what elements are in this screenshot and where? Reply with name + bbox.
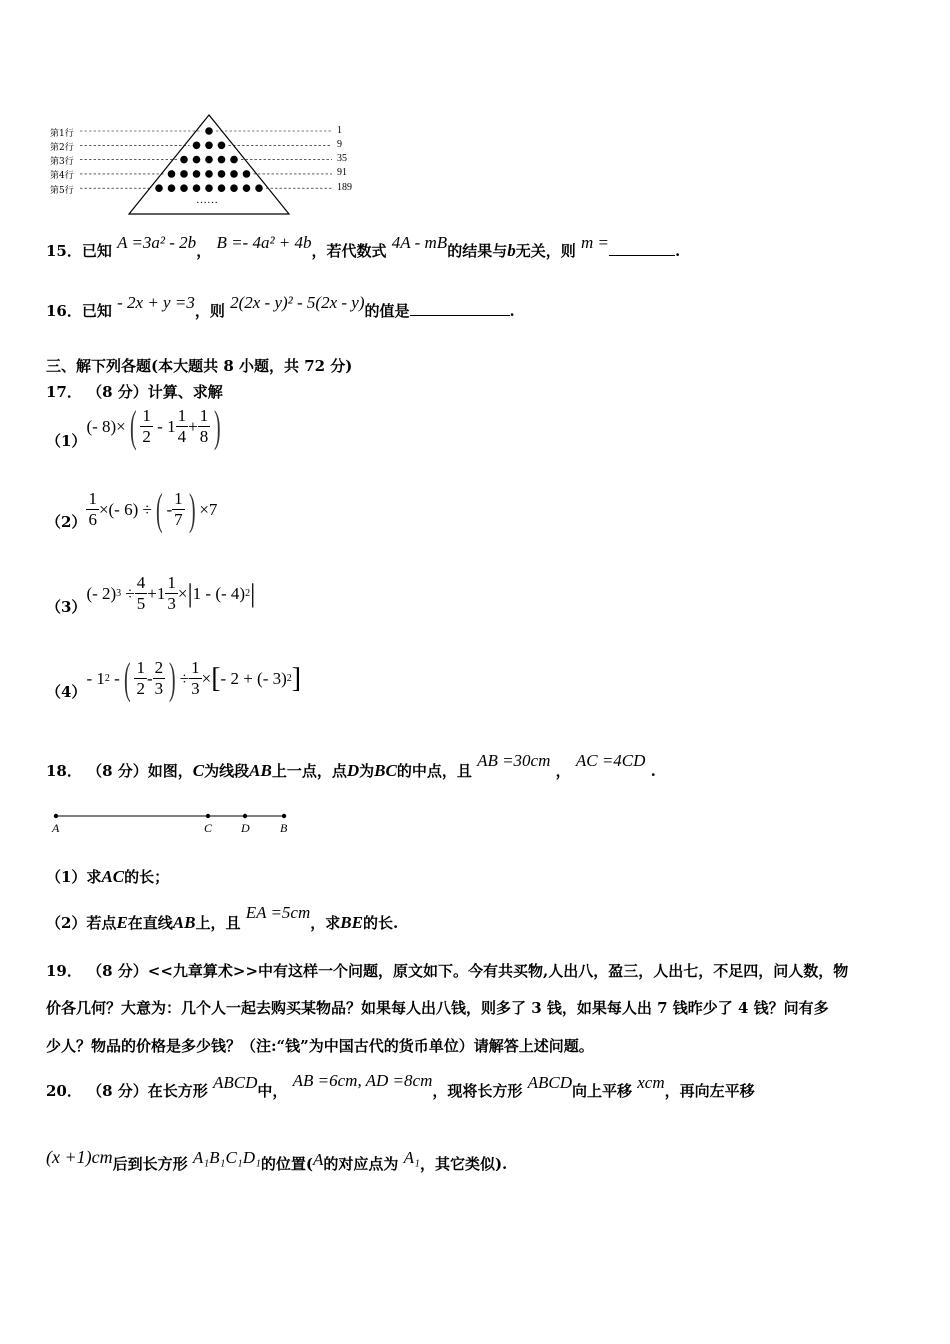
q18-eq-ab: AB =30cm [477,751,551,770]
triangle-dot [155,184,163,192]
q15-text-3: 的结果与 [447,242,508,260]
q15-m-equals: m = [580,233,609,252]
q17-part-1-expression: (- 8)× ( $\frac{1}{2}$ - 1 $\frac{1}{4}$ + $\frac{1}{8}$ ) [86,401,221,451]
triangle-dot [243,170,251,178]
row-label-3: 第3行 [50,157,74,167]
row-value-5: 189 [337,182,352,193]
point-c [206,814,210,818]
q19-line-3: 少人？物品的价格是多少钱？（注:“钱”为中国古代的货币单位）请解答上述问题。 [46,1037,594,1055]
q18-s2-post: 的长. [362,914,399,932]
q16-number: 16． [46,302,82,320]
triangle-dot [218,184,226,192]
q17-part-3-expression: (- 2) 3 ÷ $\frac{4}{5}$ +1 $\frac{1}{3}$ × | 1 - (- 4) 2 | [86,573,256,613]
q17-part-4-label: （4） [46,683,87,701]
q18-var-c: C [192,761,205,780]
q17-part-2-expression: $\frac{1}{6}$ ×(- 6) ÷ ( - $\frac{1}{7}$ ) ×7 [88,484,218,534]
q18-text-4: 的中点，且 [396,762,472,780]
q20-t7: 的对应点为 [323,1155,399,1173]
q15-text-4: 无关，则 [515,242,576,260]
q18-text-3: 为 [359,762,375,780]
q16-text-3: 的值是 [364,302,410,320]
q15-expr-b: B =- 4a² + 4b [216,233,312,252]
q15-text-2: ，若代数式 [311,242,387,260]
q15-answer-blank[interactable] [609,241,675,256]
q17-part-4 [46,653,302,703]
q17-part-2 [46,484,218,534]
triangle-dot [205,142,213,150]
q15-text-1: 已知 [81,242,112,260]
q20-xcm: xcm [637,1073,665,1092]
q20-t3: 向上平移 [572,1082,633,1100]
triangle-dot [205,184,213,192]
q15-end: . [674,242,681,260]
question-17-heading: 17． （8 分）计算、求解 [46,383,223,401]
q18-s2-eq: EA =5cm [245,903,311,922]
q15-sep: ， [196,242,212,260]
triangle-dot [218,170,226,178]
question-15 [46,233,681,261]
row-value-2: 9 [337,139,342,150]
q18-s1-post: 的长； [124,868,170,886]
q19-line-2: 价各几何？大意为：几个人一起去购买某物品？如果每人出八钱，则多了 3 钱，如果每人出 7 钱昨少了 4 钱？问有多 [46,999,829,1017]
label-d: D [241,821,250,835]
q20-t1: 中， [257,1082,288,1100]
q20-rect-2: ABCD [527,1073,572,1092]
q17-part-3-label: （3） [46,598,87,616]
point-d [243,814,247,818]
triangle-dot [180,156,188,164]
q18-end: . [650,762,656,780]
label-b: B [280,821,288,835]
triangle-dot [230,170,238,178]
q18-var-bc: BC [374,761,397,780]
row-label-5: 第5行 [50,186,74,196]
triangle-dot [218,156,226,164]
q16-text-2: ，则 [194,302,225,320]
triangle-dot [193,142,201,150]
q20-t6: 的位置( [260,1155,314,1173]
triangle-ellipsis: …… [196,194,218,206]
q18-s2-pre: （2）若点 [46,914,117,932]
question-20-line-1 [46,1071,755,1101]
triangle-dot [218,142,226,150]
triangle-dot [205,170,213,178]
triangle-dot [243,184,251,192]
triangle-dot [180,170,188,178]
q20-t2: ，现将长方形 [432,1082,523,1100]
q19-line-1: 19． （8 分）<<九章算术>>中有这样一个问题，原文如下。今有共买物,人出八，盈三，人出七，不足四，问人数，物 [46,962,849,980]
q20-shift: (x +1)cm [46,1147,113,1167]
q20-a: A [313,1150,324,1169]
triangle-dot [230,184,238,192]
q15-expr-4a-mb: 4A - mB [391,233,448,252]
triangle-dot [168,170,176,178]
triangle-dot [193,184,201,192]
q15-var-b: b [507,241,516,260]
row-label-2: 第2行 [50,143,74,153]
q17-part-3 [46,573,256,617]
q18-s1-var: AC [101,867,125,886]
q17-part-1-label: （1） [46,432,87,450]
q17-part-2-label: （2） [46,513,87,531]
q18-var-ab: AB [249,761,272,780]
q20-head: 20． （8 分）在长方形 [46,1082,208,1100]
point-b [282,814,286,818]
q18-eq-ac: AC =4CD [575,751,646,770]
q20-t4: ，再向左平移 [664,1082,755,1100]
q18-sub-2 [46,903,399,933]
point-a [54,814,58,818]
q16-condition: - 2x + y =3 [117,293,195,312]
q15-number: 15． [46,242,82,260]
q18-s1-pre: （1）求 [46,868,102,886]
q20-t5: 后到长方形 [112,1155,188,1173]
label-a: A [52,821,60,835]
question-20-line-2 [46,1147,508,1174]
q18-s2-t3: ，求 [310,914,341,932]
segment-svg [48,808,298,838]
q16-end: . [509,302,515,320]
row-label-4: 第4行 [50,171,74,181]
q20-rect: ABCD [213,1073,258,1092]
section-3-heading: 三、解下列各题(本大题共 8 小题，共 72 分) [46,357,353,375]
q18-sub-1 [46,866,169,887]
row-value-4: 91 [337,167,347,178]
q20-a1: A₁ [403,1148,420,1167]
q18-s2-e: E [116,913,128,932]
q20-t8: ，其它类似). [419,1155,508,1173]
triangle-dot [205,156,213,164]
row-label-1: 第1行 [50,129,74,139]
q16-expression: 2(2x - y)² - 5(2x - y) [230,293,365,312]
q18-s2-t1: 在直线 [127,914,173,932]
q17-part-1 [46,401,225,451]
triangle-figure [40,110,370,220]
question-16 [46,293,515,321]
q18-text-2: 上一点，点 [271,762,347,780]
triangle-dot [193,170,201,178]
segment-figure [48,808,298,838]
q17-part-4-expression: - 1 2 - ( $\frac{1}{2}$ - $\frac{2}{3}$ ) ÷ $\frac{1}{3}$ × [ - 2 + (- 3) 2 ] [86,653,302,703]
triangle-dot [180,184,188,192]
triangle-dot [255,184,263,192]
triangle-dot [205,127,213,135]
triangle-dot [168,184,176,192]
q18-s2-be: BE [340,913,363,932]
q18-text-1: 为线段 [204,762,250,780]
q18-s2-t2: 上，且 [195,914,241,932]
q15-expr-a: A =3a² - 2b [117,233,197,252]
q16-answer-blank[interactable] [410,301,510,316]
q18-head: 18． （8 分）如图， [46,762,193,780]
label-c: C [204,821,213,835]
q18-sep: ， [555,762,571,780]
q20-rect-3: A₁B₁C₁D₁ [192,1148,261,1167]
question-18 [46,751,656,781]
q18-s2-ab: AB [172,913,196,932]
row-value-1: 1 [337,125,342,136]
q20-eq: AB =6cm, AD =8cm [292,1071,433,1090]
triangle-dot [193,156,201,164]
triangle-dot [230,156,238,164]
row-value-3: 35 [337,153,347,164]
q16-text-1: 已知 [81,302,112,320]
q18-var-d: D [346,761,360,780]
